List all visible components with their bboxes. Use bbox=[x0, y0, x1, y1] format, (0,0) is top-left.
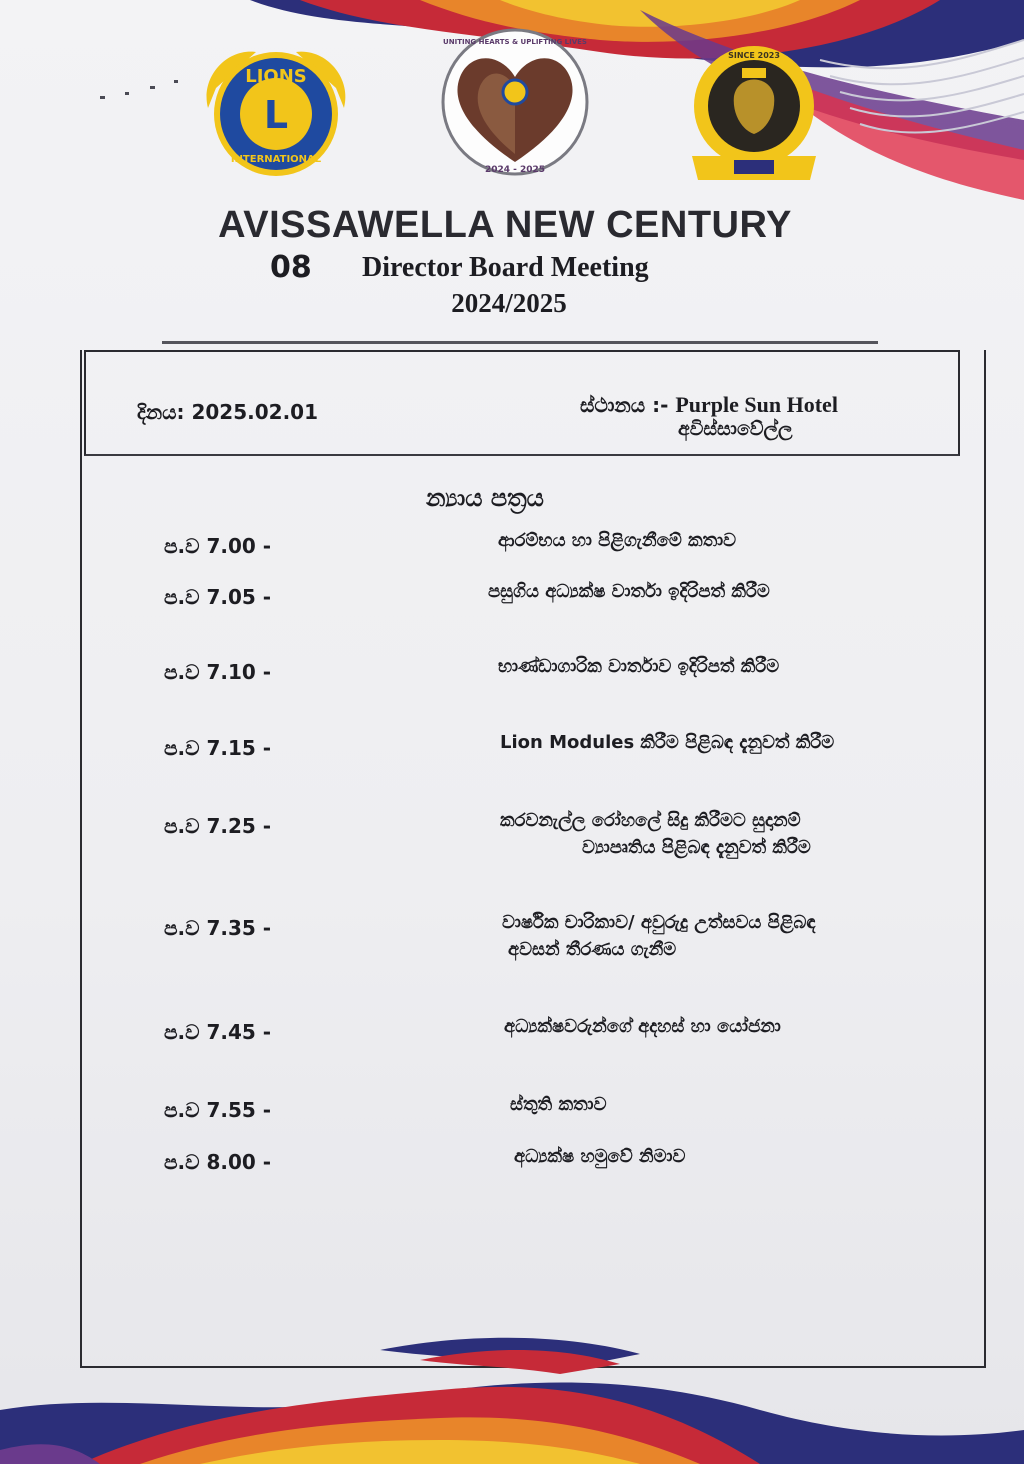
agenda-time: ප.ව 7.10 - bbox=[164, 660, 272, 684]
agenda-heading: න්‍යාය පත්‍රය bbox=[426, 484, 544, 512]
agenda-item-line: වාර්ෂික චාරිකාව/ අවුරුදු උත්සවය පිළිබඳ bbox=[502, 912, 816, 933]
agenda-item bbox=[502, 912, 816, 960]
lions-logo-letter: L bbox=[263, 93, 289, 137]
agenda-item bbox=[514, 1146, 685, 1167]
heart-logo-motto: UNITING HEARTS & UPLIFTING LIVES bbox=[443, 38, 587, 46]
agenda-time: ප.ව 7.00 - bbox=[164, 534, 272, 558]
agenda-item bbox=[500, 810, 811, 858]
agenda-item bbox=[500, 732, 834, 753]
agenda-time: ප.ව 7.15 - bbox=[164, 736, 272, 760]
meeting-venue bbox=[580, 392, 838, 418]
date-label: දිනය: bbox=[137, 400, 185, 424]
lions-logo-top-text: LIONS bbox=[245, 66, 307, 87]
agenda-item-line: පසුගිය අධ්‍යක්ෂ වාර්තා ඉදිරිපත් කිරීම bbox=[488, 581, 770, 602]
agenda-item-line: අධ්‍යක්ෂවරුන්ගේ අදහස් හා යෝජනා bbox=[504, 1016, 781, 1037]
agenda-item bbox=[504, 1016, 781, 1037]
meeting-title: Director Board Meeting bbox=[362, 252, 649, 283]
venue-name: Purple Sun Hotel bbox=[675, 392, 838, 417]
agenda-item-line: අවසන් තීරණය ගැනීම bbox=[508, 939, 677, 960]
agenda-item-line: අධ්‍යක්ෂ හමුවේ නිමාව bbox=[514, 1146, 686, 1167]
lions-international-logo bbox=[196, 38, 356, 188]
agenda-item-line: කරවනැල්ල රෝහලේ සිදු කිරීමට සුදානම් bbox=[500, 810, 801, 831]
meeting-date bbox=[137, 400, 318, 424]
agenda-item bbox=[488, 581, 770, 602]
agenda-item-line: Lion Modules කිරීම පිළිබඳ දැනුවත් කිරීම bbox=[500, 732, 835, 753]
bottom-banner-decoration bbox=[0, 1330, 1024, 1464]
agenda-item-line: ස්තුති කතාව bbox=[510, 1094, 607, 1115]
venue-city: අවිස්සාවේල්ල bbox=[678, 418, 793, 440]
club-seal-logo bbox=[688, 44, 820, 184]
date-value: 2025.02.01 bbox=[191, 400, 318, 424]
agenda-time: ප.ව 7.25 - bbox=[164, 814, 272, 838]
agenda-item bbox=[498, 530, 736, 551]
agenda-time: ප.ව 8.00 - bbox=[164, 1150, 272, 1174]
agenda-item-line: ව්‍යාපෘතිය පිළිබඳ දැනුවත් කිරීම bbox=[582, 837, 811, 858]
uniting-hearts-logo bbox=[440, 22, 590, 182]
lions-logo-bottom-text: INTERNATIONAL bbox=[230, 154, 322, 165]
title-divider bbox=[162, 341, 878, 344]
club-name-title: AVISSAWELLA NEW CENTURY bbox=[218, 204, 792, 246]
agenda-item-line: භාණ්ඩාගාරික වාර්තාව ඉදිරිපත් කිරීම bbox=[498, 656, 780, 677]
heart-logo-years: 2024 - 2025 bbox=[484, 165, 546, 175]
agenda-time: ප.ව 7.05 - bbox=[164, 585, 272, 609]
meeting-number: 08 bbox=[270, 250, 312, 285]
agenda-item bbox=[498, 656, 779, 677]
club-seal-text: SINCE 2023 bbox=[728, 51, 780, 60]
meeting-year: 2024/2025 bbox=[451, 288, 567, 318]
agenda-item bbox=[510, 1094, 607, 1115]
agenda-item-line: ආරම්භය හා පිළිගැනීමේ කතාව bbox=[498, 530, 737, 551]
agenda-time: ප.ව 7.35 - bbox=[164, 916, 272, 940]
agenda-time: ප.ව 7.55 - bbox=[164, 1098, 272, 1122]
venue-label: ස්ථානය :- bbox=[580, 393, 669, 417]
agenda-time: ප.ව 7.45 - bbox=[164, 1020, 272, 1044]
